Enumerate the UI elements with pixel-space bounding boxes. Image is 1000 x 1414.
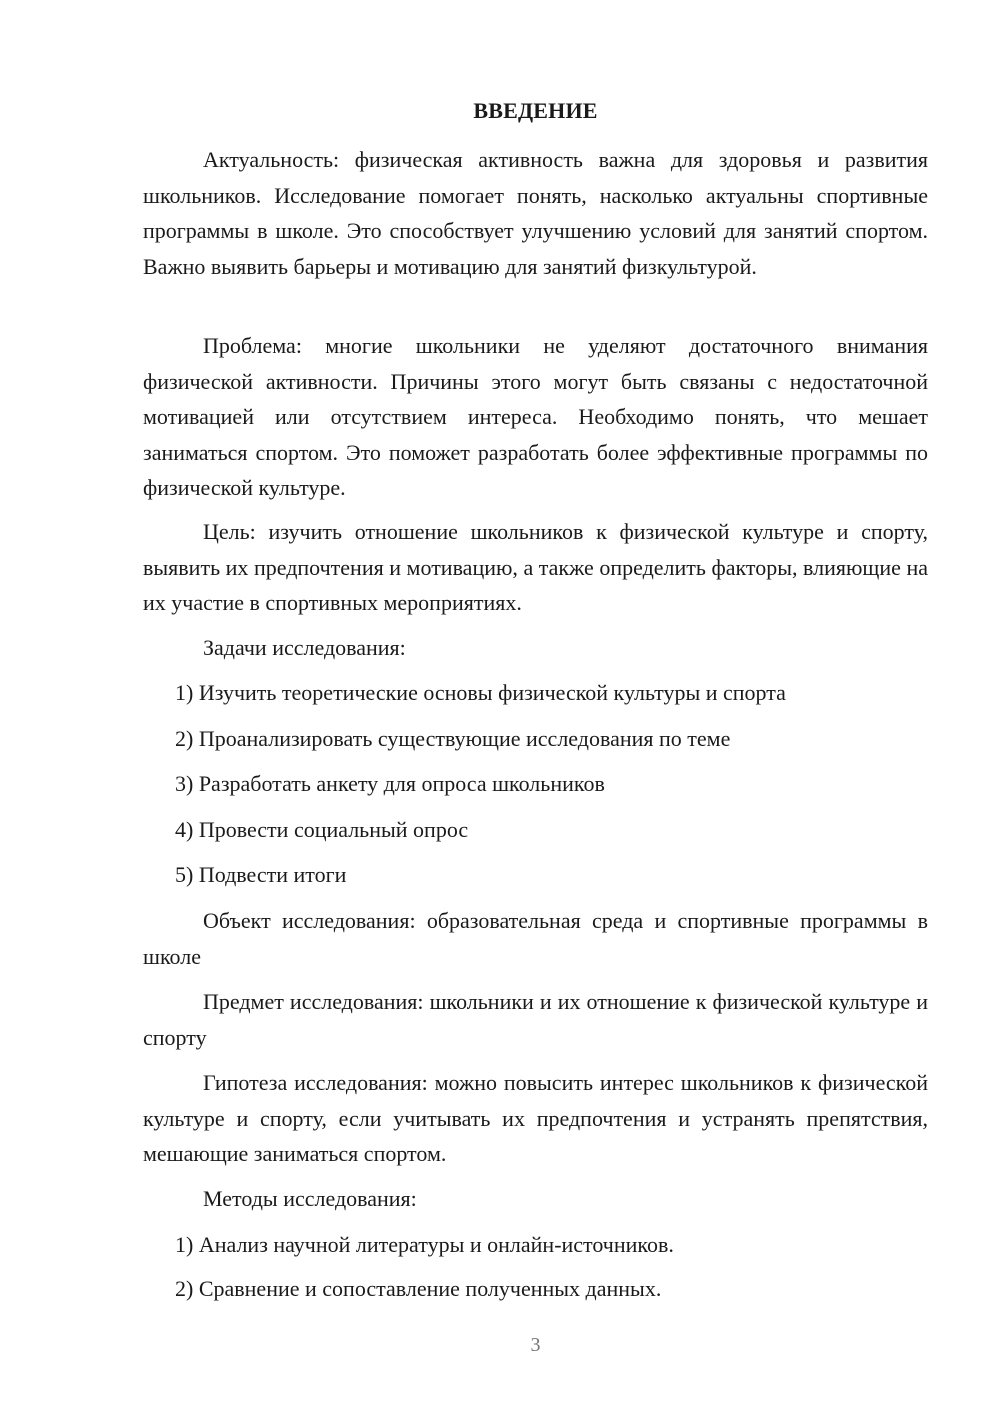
goal-paragraph: Цель: изучить отношение школьников к физической культуре и спорту, выявить их предпочтения и мотивацию, а также определить факторы, влияющие на их участие в спортивных мероприятиях. (143, 519, 928, 615)
task-item: 2) Проанализировать существующие исследования по теме (175, 726, 731, 751)
subject-paragraph: Предмет исследования: школьники и их отношение к физической культуре и спорту (143, 989, 928, 1050)
document-page (143, 0, 928, 1414)
task-item: 3) Разработать анкету для опроса школьников (175, 771, 605, 796)
task-item: 5) Подвести итоги (175, 862, 347, 887)
page-number: 3 (530, 1334, 541, 1356)
task-item: 4) Провести социальный опрос (175, 817, 469, 842)
task-item: 1) Изучить теоретические основы физической культуры и спорта (175, 680, 786, 705)
methods-title: Методы исследования: (203, 1186, 417, 1211)
section-heading: ВВЕДЕНИЕ (473, 98, 598, 123)
tasks-title: Задачи исследования: (203, 635, 406, 660)
method-item: 2) Сравнение и сопоставление полученных данных. (175, 1276, 662, 1301)
hypothesis-paragraph: Гипотеза исследования: можно повысить интерес школьников к физической культуре и спорту, если учитывать их предпочтения и устранять препятствия, мешающие заниматься спортом. (143, 1070, 928, 1166)
problem-paragraph: Проблема: многие школьники не уделяют достаточного внимания физической активности. Причины этого могут быть связаны с недостаточной мотивацией или отсутствием интереса. Необходимо понять, что мешает заниматься спортом. Это поможет разработать более эффективные программы по физической культуре. (143, 333, 928, 500)
relevance-paragraph: Актуальность: физическая активность важна для здоровья и развития школьников. Исследование помогает понять, насколько актуальны спортивные программы в школе. Это способствует улучшению условий для занятий спортом. Важно выявить барьеры и мотивацию для занятий физкультурой. (143, 147, 928, 279)
object-paragraph: Объект исследования: образовательная среда и спортивные программы в школе (143, 908, 928, 969)
method-item: 1) Анализ научной литературы и онлайн-источников. (175, 1232, 674, 1257)
